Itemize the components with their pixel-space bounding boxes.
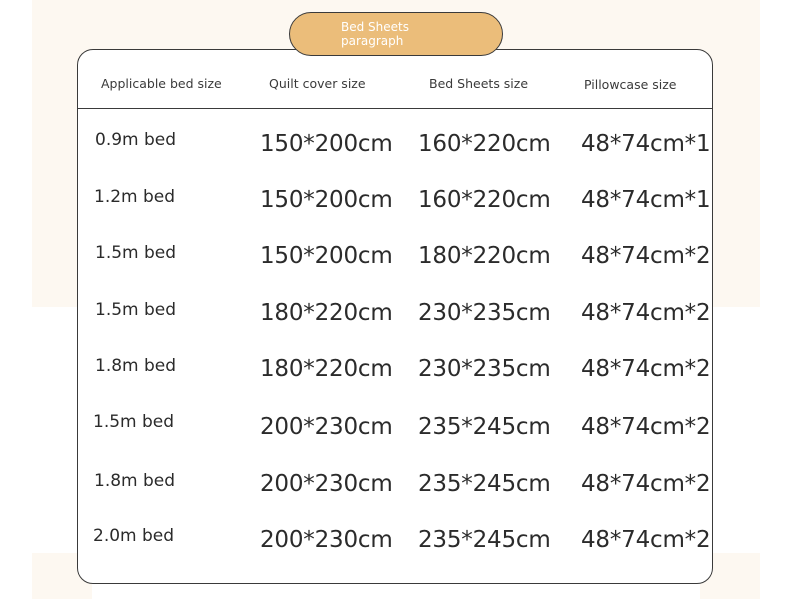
header-divider	[78, 108, 712, 109]
header-quilt-cover-size: Quilt cover size	[269, 76, 366, 91]
pillowcase-cell: 48*74cm*2	[581, 356, 711, 382]
quilt-cover-cell: 150*200cm	[260, 131, 393, 157]
bed-size-cell: 2.0m bed	[93, 526, 175, 546]
bed-sheets-cell: 230*235cm	[418, 300, 551, 326]
table-row	[78, 356, 712, 396]
bed-sheets-cell: 160*220cm	[418, 187, 551, 213]
bed-size-cell: 0.9m bed	[95, 130, 177, 150]
pillowcase-cell: 48*74cm*2	[581, 243, 711, 269]
bed-size-cell: 1.5m bed	[93, 412, 175, 432]
table-row	[78, 187, 712, 227]
bed-sheets-cell: 235*245cm	[418, 471, 551, 497]
bed-size-cell: 1.8m bed	[94, 471, 176, 491]
table-row	[78, 300, 712, 340]
bed-size-cell: 1.2m bed	[94, 187, 176, 207]
bed-sheets-cell: 160*220cm	[418, 131, 551, 157]
pillowcase-cell: 48*74cm*2	[581, 527, 711, 553]
table-row	[78, 412, 712, 452]
quilt-cover-cell: 200*230cm	[260, 471, 393, 497]
table-row	[78, 471, 712, 511]
bed-sheets-cell: 235*245cm	[418, 414, 551, 440]
section-title: Bed Sheets paragraph	[341, 20, 409, 48]
pillowcase-cell: 48*74cm*2	[581, 300, 711, 326]
section-title-badge	[289, 12, 503, 56]
bed-size-cell: 1.5m bed	[95, 243, 177, 263]
quilt-cover-cell: 180*220cm	[260, 356, 393, 382]
bed-sheets-cell: 230*235cm	[418, 356, 551, 382]
quilt-cover-cell: 180*220cm	[260, 300, 393, 326]
bed-size-cell: 1.8m bed	[95, 356, 177, 376]
quilt-cover-cell: 200*230cm	[260, 527, 393, 553]
pillowcase-cell: 48*74cm*2	[581, 414, 711, 440]
table-row	[78, 243, 712, 283]
pillowcase-cell: 48*74cm*2	[581, 471, 711, 497]
bed-sheets-cell: 180*220cm	[418, 243, 551, 269]
bed-sheets-cell: 235*245cm	[418, 527, 551, 553]
pillowcase-cell: 48*74cm*1	[581, 187, 711, 213]
quilt-cover-cell: 200*230cm	[260, 414, 393, 440]
table-row	[78, 130, 712, 170]
size-table	[77, 49, 713, 584]
header-bed-sheets-size: Bed Sheets size	[429, 76, 529, 91]
pillowcase-cell: 48*74cm*1	[581, 131, 711, 157]
quilt-cover-cell: 150*200cm	[260, 187, 393, 213]
quilt-cover-cell: 150*200cm	[260, 243, 393, 269]
header-pillowcase-size: Pillowcase size	[584, 77, 677, 92]
header-bed-size: Applicable bed size	[101, 76, 222, 91]
table-row	[78, 526, 712, 566]
bed-size-cell: 1.5m bed	[95, 300, 177, 320]
